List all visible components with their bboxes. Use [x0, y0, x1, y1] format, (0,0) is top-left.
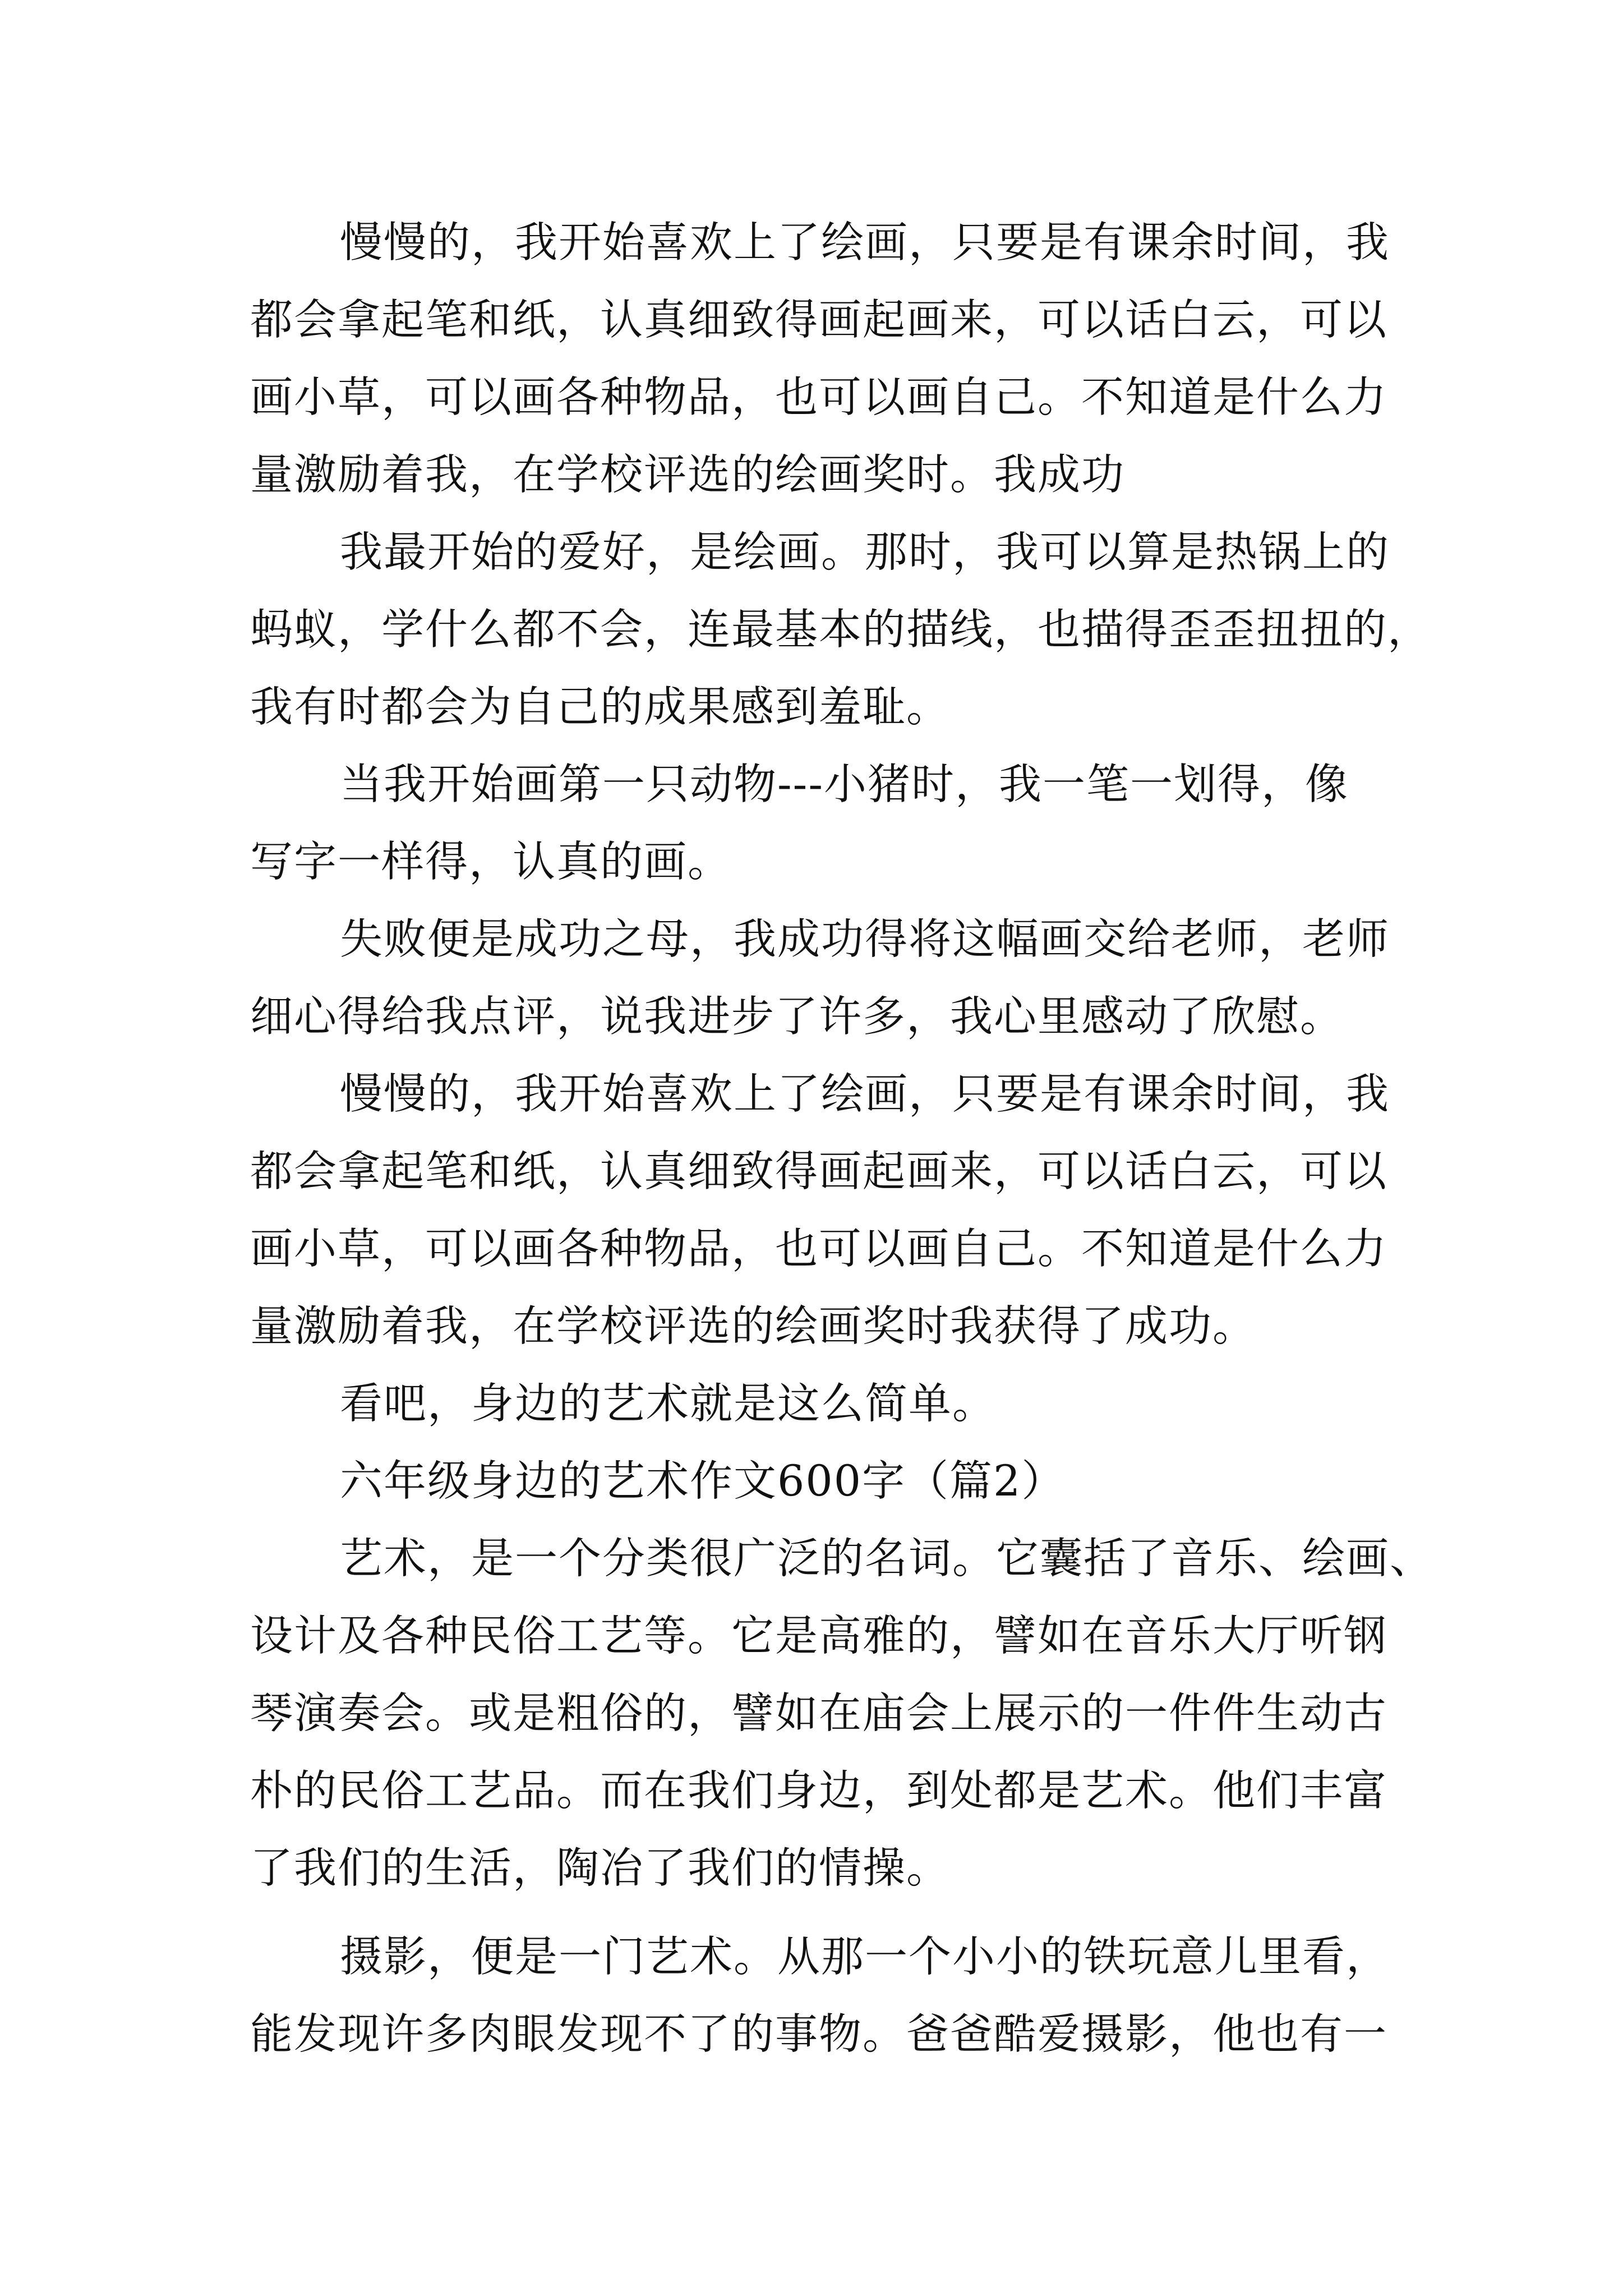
text-line: 能发现许多肉眼发现不了的事物。爸爸酷爱摄影，他也有一 — [250, 2009, 1387, 2059]
text-line: 我有时都会为自己的成果感到羞耻。 — [250, 682, 950, 731]
text-line: 量激励着我，在学校评选的绘画奖时我获得了成功。 — [250, 1301, 1256, 1351]
text-line: 写字一样得，认真的画。 — [250, 836, 731, 886]
essay-body — [250, 214, 1433, 2083]
text-line: 艺术，是一个分类很广泛的名词。它囊括了音乐、绘画、 — [340, 1533, 1433, 1583]
text-line: 设计及各种民俗工艺等。它是高雅的，譬如在音乐大厅听钢 — [250, 1611, 1387, 1660]
text-line: 细心得给我点评，说我进步了许多，我心里感动了欣慰。 — [250, 991, 1344, 1041]
text-line: 摄影，便是一门艺术。从那一个小小的铁玩意儿里看， — [340, 1931, 1390, 1981]
text-line: 了我们的生活，陶冶了我们的情操。 — [250, 1843, 950, 1893]
text-line: 画小草，可以画各种物品，也可以画自己。不知道是什么力 — [250, 372, 1387, 422]
text-line: 量激励着我，在学校评选的绘画奖时。我成功 — [250, 449, 1125, 499]
text-line: 朴的民俗工艺品。而在我们身边，到处都是艺术。他们丰富 — [250, 1765, 1387, 1815]
text-line: 失败便是成功之母，我成功得将这幅画交给老师，老师 — [340, 914, 1390, 964]
text-line: 我最开始的爱好，是绘画。那时，我可以算是热锅上的 — [340, 527, 1390, 577]
text-line: 蚂蚁，学什么都不会，连最基本的描线，也描得歪歪扭扭的， — [250, 604, 1431, 654]
text-line: 慢慢的，我开始喜欢上了绘画，只要是有课余时间，我 — [340, 1069, 1390, 1119]
section-heading: 六年级身边的艺术作文600字（篇2） — [340, 1456, 1066, 1506]
text-line: 画小草，可以画各种物品，也可以画自己。不知道是什么力 — [250, 1223, 1387, 1273]
text-line: 当我开始画第一只动物---小猪时，我一笔一划得，像 — [340, 759, 1349, 809]
text-line: 看吧，身边的艺术就是这么简单。 — [340, 1378, 996, 1428]
text-line: 慢慢的，我开始喜欢上了绘画，只要是有课余时间，我 — [340, 217, 1390, 267]
text-line: 琴演奏会。或是粗俗的，譬如在庙会上展示的一件件生动古 — [250, 1688, 1387, 1738]
text-line: 都会拿起笔和纸，认真细致得画起画来，可以话白云，可以 — [250, 1146, 1387, 1196]
text-line: 都会拿起笔和纸，认真细致得画起画来，可以话白云，可以 — [250, 295, 1387, 344]
